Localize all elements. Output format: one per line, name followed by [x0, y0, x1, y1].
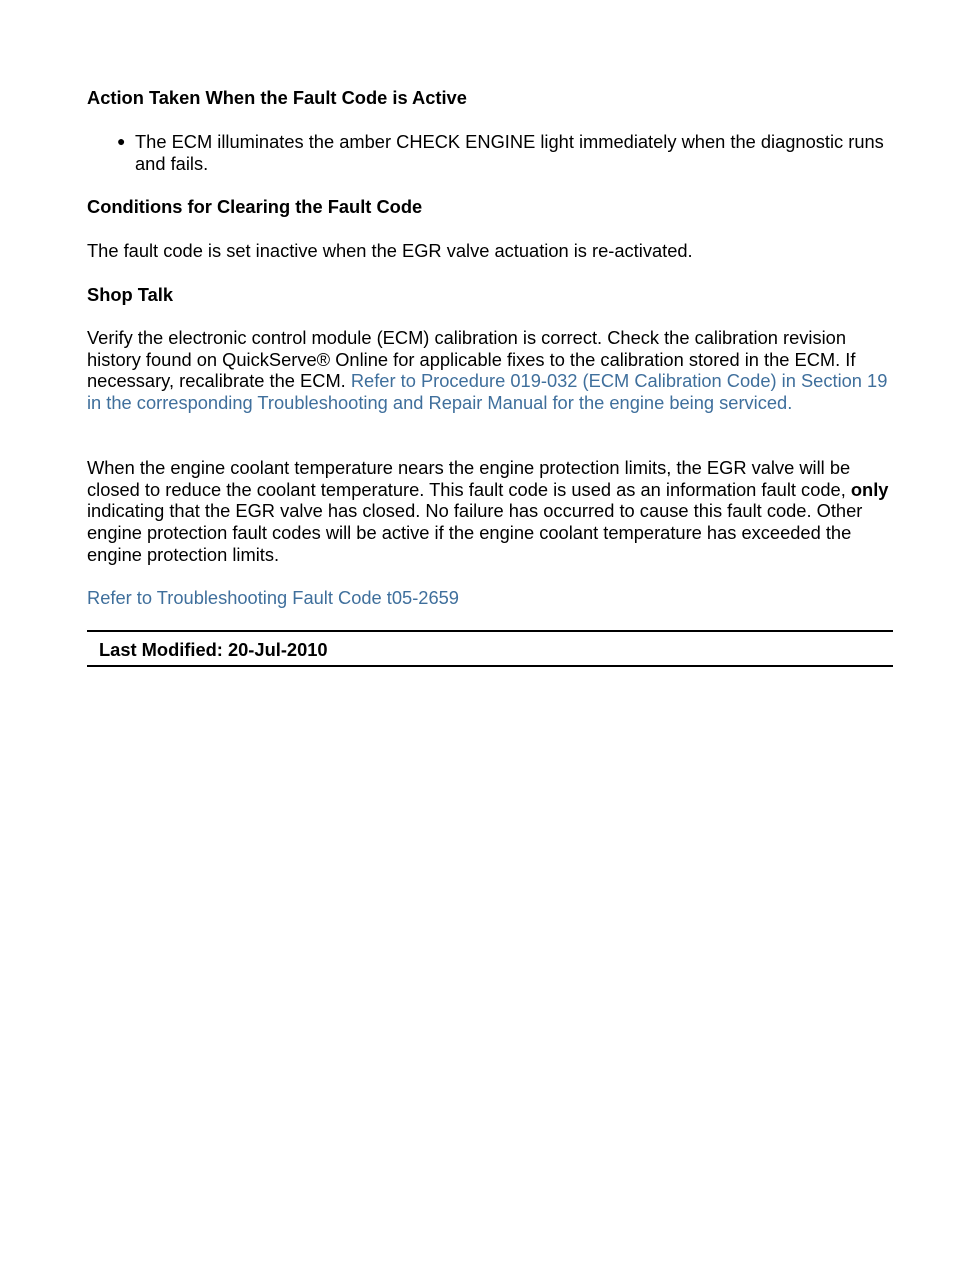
coolant-text-part-2: indicating that the EGR valve has closed. No failure has occurred to cause this fault code. Other engine protection fault codes will be active if the engine coolant temperature has exceeded the engine protection limits.: [87, 500, 863, 565]
shop-talk-text: Verify the electronic control module (ECM) calibration is correct. Check the calibration revision history found on QuickServe® Online for applicable fixes to the calibration stored in the ECM. If necessary, recalibrate the ECM.: [87, 327, 856, 392]
shop-talk-heading: Shop Talk: [87, 284, 173, 305]
coolant-emphasis: only: [850, 478, 889, 500]
footer-bottom-divider: [87, 665, 893, 667]
shop-talk-paragraph: [87, 327, 897, 414]
last-modified-label: Last Modified: 20-Jul-2010: [99, 639, 328, 660]
fault-code-t05-2659-link[interactable]: Refer to Troubleshooting Fault Code t05-2659: [87, 587, 459, 608]
coolant-paragraph: [87, 457, 897, 566]
coolant-text-part-1: When the engine coolant temperature nears the engine protection limits, the EGR valve will be closed to reduce the coolant temperature. This fault code is used as an information fault code,: [87, 457, 851, 500]
refer-paragraph: [87, 587, 897, 609]
action-taken-heading: Action Taken When the Fault Code is Active: [87, 87, 467, 108]
bullet-icon: ●: [117, 133, 126, 149]
clearing-conditions-text: The fault code is set inactive when the EGR valve actuation is re-activated.: [87, 240, 693, 261]
action-bullet-text: The ECM illuminates the amber CHECK ENGINE light immediately when the diagnostic runs and fails.: [135, 131, 884, 174]
footer-top-divider: [87, 630, 893, 632]
clearing-conditions-heading: Conditions for Clearing the Fault Code: [87, 196, 423, 217]
procedure-019-032-link[interactable]: Refer to Procedure 019-032 (ECM Calibration Code) in Section 19 in the corresponding Troubleshooting and Repair Manual for the engine being serviced.: [87, 370, 888, 414]
